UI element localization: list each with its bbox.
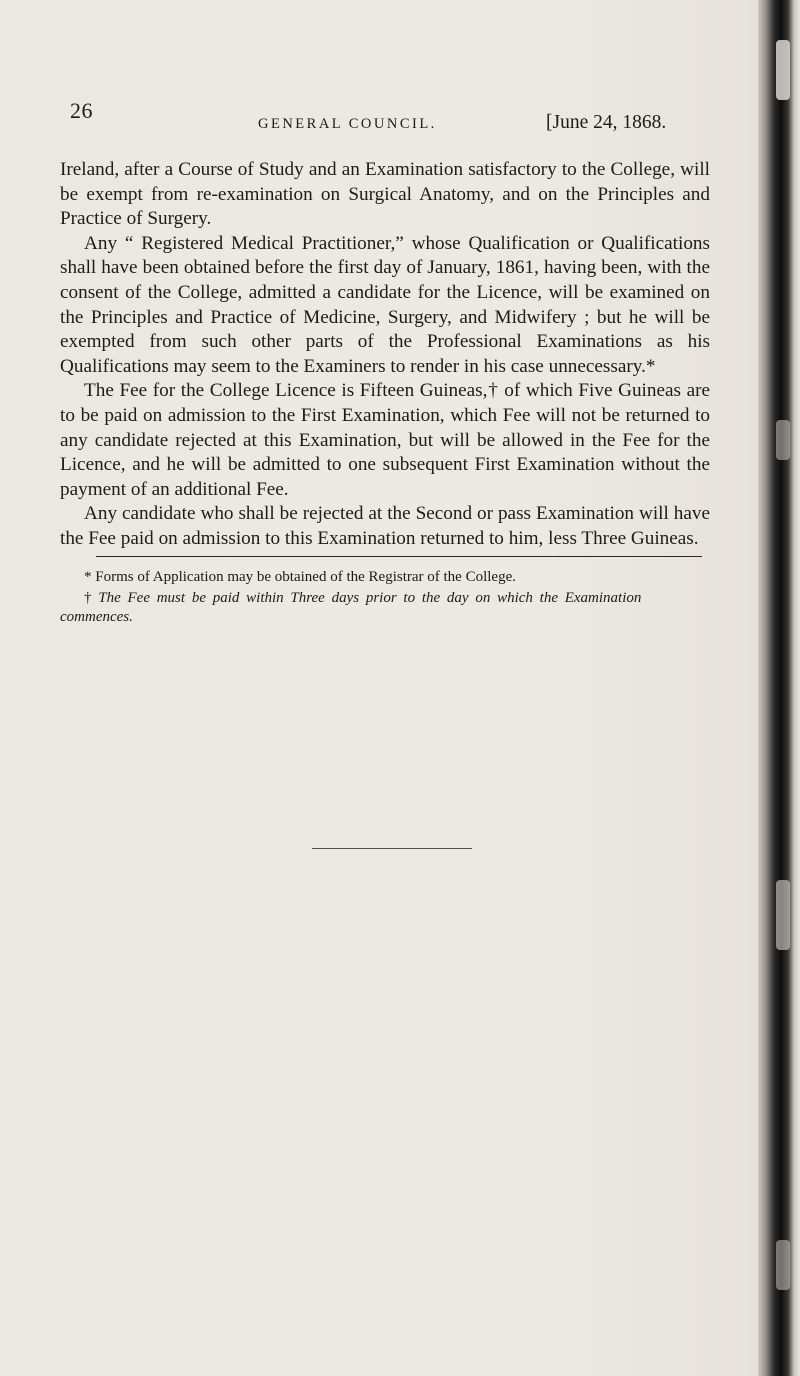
paragraph-fee: The Fee for the College Licence is Fifteen Guineas,† of which Five Guineas are to be paid on admission to the First Examination, which Fee will not be returned to any candidate rejected at this Examination, but will be allowed in the Fee for the Licence, and he will be admitted to one subsequent First Examination without the payment of an additional Fee. [60, 380, 710, 500]
header-date: [June 24, 1868. [546, 112, 667, 133]
spine-highlight [776, 420, 790, 460]
paragraph-rejected-candidate: Any candidate who shall be rejected at the Second or pass Examination will have the Fee paid on admission to this Examination returned to him, less Three Guineas. [60, 503, 710, 549]
book-spine [758, 0, 800, 1376]
page-number: 26 [70, 98, 93, 123]
paragraph-registered-practitioner: Any “ Registered Medical Practitioner,” whose Qualification or Qualifications shall have been obtained before the first day of January, 1861, having been, with the consent of the College, admitted a candidate for the Licence, will be examined on the Principles and Practice of Medicine, Surgery, and Midwifery ; but he will be exempted from such other parts of the Professional Examinations as his Qualifications may seem to the Examiners to render in his case unnecessary.* [60, 232, 710, 377]
body-text [60, 158, 710, 552]
paragraph-ireland: Ireland, after a Course of Study and an Examination satisfactory to the College, will be exempt from re-examination on Surgical Anatomy, and on the Principles and Practice of Surgery. [60, 159, 710, 230]
page-header [70, 98, 710, 140]
decorative-rule [312, 848, 472, 849]
footnote-marker-asterisk: * [84, 569, 92, 585]
footnote-marker-dagger: † [84, 590, 92, 606]
footnotes [60, 568, 710, 629]
running-head: GENERAL COUNCIL. [258, 116, 437, 132]
footnote-divider [96, 556, 702, 557]
footnote-forms-text: Forms of Application may be obtained of the Registrar of the College. [95, 569, 516, 585]
footnote-fee-text: The Fee must be paid within Three days prior to the day on which the Examination commences. [60, 590, 642, 625]
spine-highlight [776, 40, 790, 100]
footnote-fee [60, 589, 710, 627]
spine-highlight [776, 1240, 790, 1290]
footnote-forms [60, 568, 710, 587]
spine-highlight [776, 880, 790, 950]
